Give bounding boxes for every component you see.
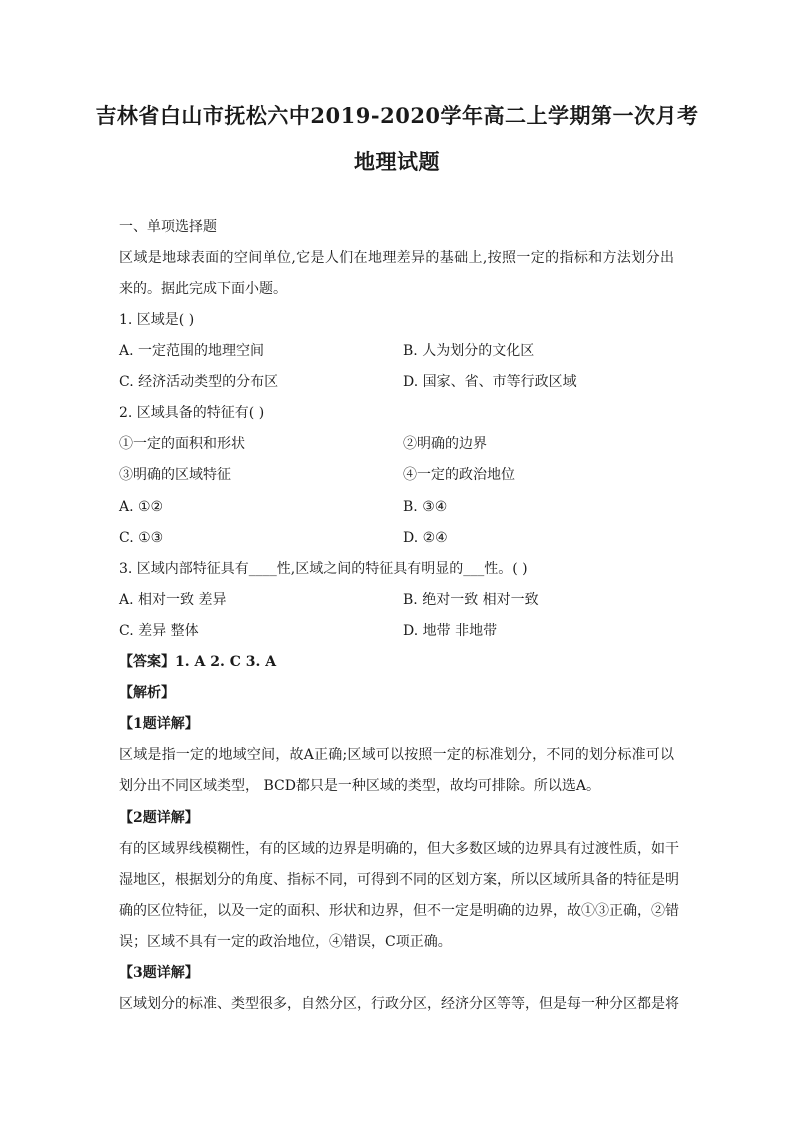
question-2-option-d: D. ②④ xyxy=(403,530,448,546)
intro-line-2: 来的。据此完成下面小题。 xyxy=(119,281,287,297)
question-3-stem: 3. 区域内部特征具有____性,区域之间的特征具有明显的___性。( ) xyxy=(119,561,528,577)
intro-line-1: 区域是地球表面的空间单位,它是人们在地理差异的基础上,按照一定的指标和方法划分出 xyxy=(119,250,674,266)
question-3-option-a: A. 相对一致 差异 xyxy=(119,592,227,608)
exam-subtitle: 地理试题 xyxy=(354,149,440,174)
answer-line: 【答案】1. A 2. C 3. A xyxy=(119,654,277,670)
question-2-option-a: A. ①② xyxy=(119,499,164,515)
detail-3-heading: 【3题详解】 xyxy=(119,965,199,981)
exam-title: 吉林省白山市抚松六中2019-2020学年高二上学期第一次月考 xyxy=(95,103,699,128)
question-2-statement-1: ①一定的面积和形状 xyxy=(119,436,245,452)
question-2-statement-3: ③明确的区域特征 xyxy=(119,467,231,483)
detail-1-line-2: 划分出不同区域类型， BCD都只是一种区域的类型，故均可排除。所以选A。 xyxy=(119,778,601,794)
detail-2-line-2: 湿地区，根据划分的角度、指标不同，可得到不同的区划方案，所以区域所具备的特征是明 xyxy=(119,872,679,888)
question-1-option-d: D. 国家、省、市等行政区域 xyxy=(403,374,577,390)
detail-1-heading: 【1题详解】 xyxy=(119,716,199,732)
question-1-option-b: B. 人为划分的文化区 xyxy=(403,343,535,359)
detail-3-line-1: 区域划分的标准、类型很多，自然分区，行政分区，经济分区等等，但是每一种分区都是将 xyxy=(119,996,679,1012)
question-1-option-c: C. 经济活动类型的分布区 xyxy=(119,374,279,390)
detail-2-line-4: 误；区域不具有一定的政治地位，④错误，C项正确。 xyxy=(119,934,452,950)
question-2-statement-4: ④一定的政治地位 xyxy=(403,467,515,483)
question-2-stem: 2. 区域具备的特征有( ) xyxy=(119,405,265,421)
detail-1-line-1: 区域是指一定的地域空间，故A正确;区域可以按照一定的标准划分，不同的划分标准可以 xyxy=(119,747,674,763)
detail-2-line-1: 有的区域界线模糊性，有的区域的边界是明确的，但大多数区域的边界具有过渡性质，如干 xyxy=(119,841,679,857)
question-3-option-d: D. 地带 非地带 xyxy=(403,623,498,639)
analysis-heading: 【解析】 xyxy=(119,685,175,701)
question-2-statement-2: ②明确的边界 xyxy=(403,436,487,452)
question-1-option-a: A. 一定范围的地理空间 xyxy=(119,343,265,359)
detail-2-line-3: 确的区位特征，以及一定的面积、形状和边界，但不一定是明确的边界，故①③正确，②错 xyxy=(119,903,679,919)
question-2-option-b: B. ③④ xyxy=(403,499,448,515)
question-2-option-c: C. ①③ xyxy=(119,530,164,546)
section-heading: 一、单项选择题 xyxy=(119,219,217,235)
detail-2-heading: 【2题详解】 xyxy=(119,810,199,826)
question-3-option-c: C. 差异 整体 xyxy=(119,623,199,639)
question-3-option-b: B. 绝对一致 相对一致 xyxy=(403,592,539,608)
question-1-stem: 1. 区域是( ) xyxy=(119,312,195,328)
